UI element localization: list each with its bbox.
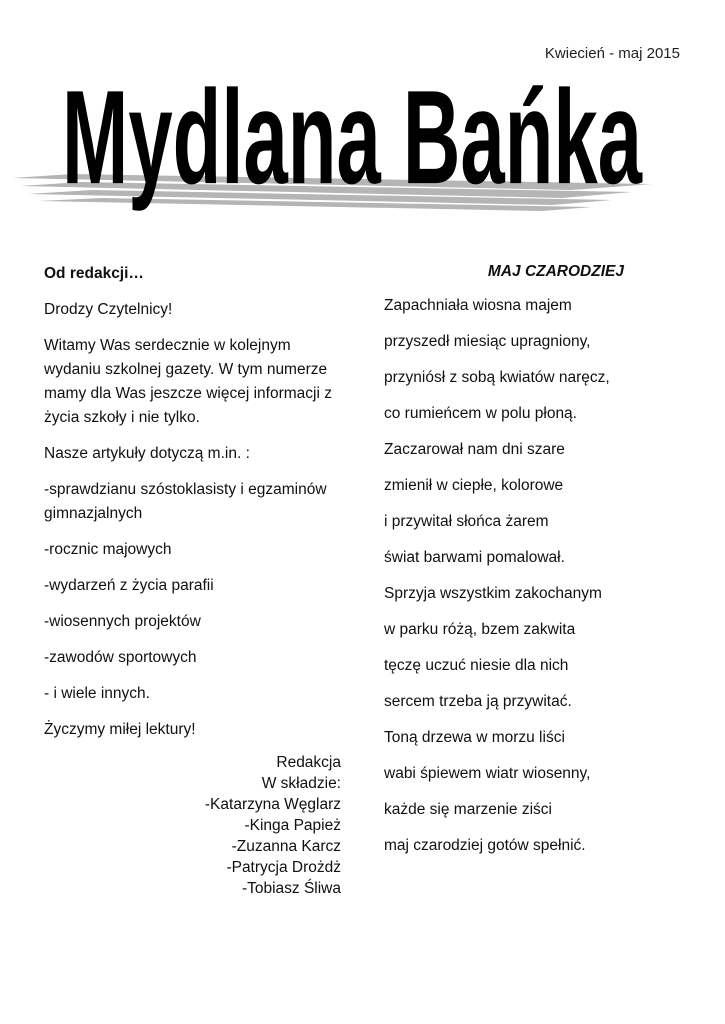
poem-line: Toną drzewa w morzu liści	[384, 729, 565, 746]
topic-item: -wiosennych projektów	[44, 613, 201, 630]
masthead-title: Mydlana Bańka	[61, 70, 643, 213]
masthead	[12, 70, 712, 230]
credits-member: -Patrycja Drożdż	[226, 859, 341, 876]
poem-line: wabi śpiewem wiatr wiosenny,	[384, 765, 591, 782]
topic-item: - i wiele innych.	[44, 685, 150, 702]
poem-line: w parku różą, bzem zakwita	[384, 621, 576, 638]
credits-subtitle: W składzie:	[261, 775, 341, 792]
poem-line: Sprzyja wszystkim zakochanym	[384, 585, 602, 602]
poem-line: Zaczarował nam dni szare	[384, 441, 565, 458]
poem-line: każde się marzenie ziści	[384, 801, 552, 818]
poem-line: i przywitał słońca żarem	[384, 513, 549, 530]
topic-item: -sprawdzianu szóstoklasisty i egzaminów gimnazjalnych	[44, 481, 327, 522]
topics-intro: Nasze artykuły dotyczą m.in. :	[44, 445, 250, 462]
credits-member: -Katarzyna Węglarz	[204, 796, 341, 813]
editorial-intro: Witamy Was serdecznie w kolejnym wydaniu szkolnej gazety. W tym numerze mamy dla Was jeszcze więcej informacji z życia szkoły i nie tylko.	[44, 337, 332, 426]
poem-line: Zapachniała wiosna majem	[384, 297, 572, 314]
poem-line: tęczę uczuć niesie dla nich	[384, 657, 569, 674]
editorial-column	[44, 262, 344, 754]
topic-item: -zawodów sportowych	[44, 649, 197, 666]
topic-item: -rocznic majowych	[44, 541, 172, 558]
poem-line: przyszedł miesiąc upragniony,	[384, 333, 591, 350]
credits-member: -Tobiasz Śliwa	[241, 880, 341, 897]
credits-member: -Zuzanna Karcz	[231, 838, 341, 855]
poem-line: świat barwami pomalował.	[384, 549, 565, 566]
poem-line: przyniósł z sobą kwiatów naręcz,	[384, 369, 610, 386]
poem-line: zmienił w ciepłe, kolorowe	[384, 477, 564, 494]
editorial-closing: Życzymy miłej lektury!	[44, 721, 196, 738]
poem-line: sercem trzeba ją przywitać.	[384, 693, 572, 710]
topic-item: -wydarzeń z życia parafii	[44, 577, 214, 594]
editorial-heading: Od redakcji…	[44, 265, 144, 282]
poem-column	[384, 262, 684, 872]
editorial-credits	[205, 752, 341, 899]
masthead-logo	[12, 70, 712, 230]
poem-line: maj czarodziej gotów spełnić.	[384, 837, 586, 854]
credits-member: -Kinga Papież	[244, 817, 341, 834]
poem-line: co rumieńcem w polu płoną.	[384, 405, 577, 422]
editorial-greeting: Drodzy Czytelnicy!	[44, 301, 173, 318]
poem-title: MAJ CZARODZIEJ	[487, 263, 624, 280]
credits-title: Redakcja	[276, 754, 341, 771]
issue-date: Kwiecień - maj 2015	[544, 45, 680, 62]
